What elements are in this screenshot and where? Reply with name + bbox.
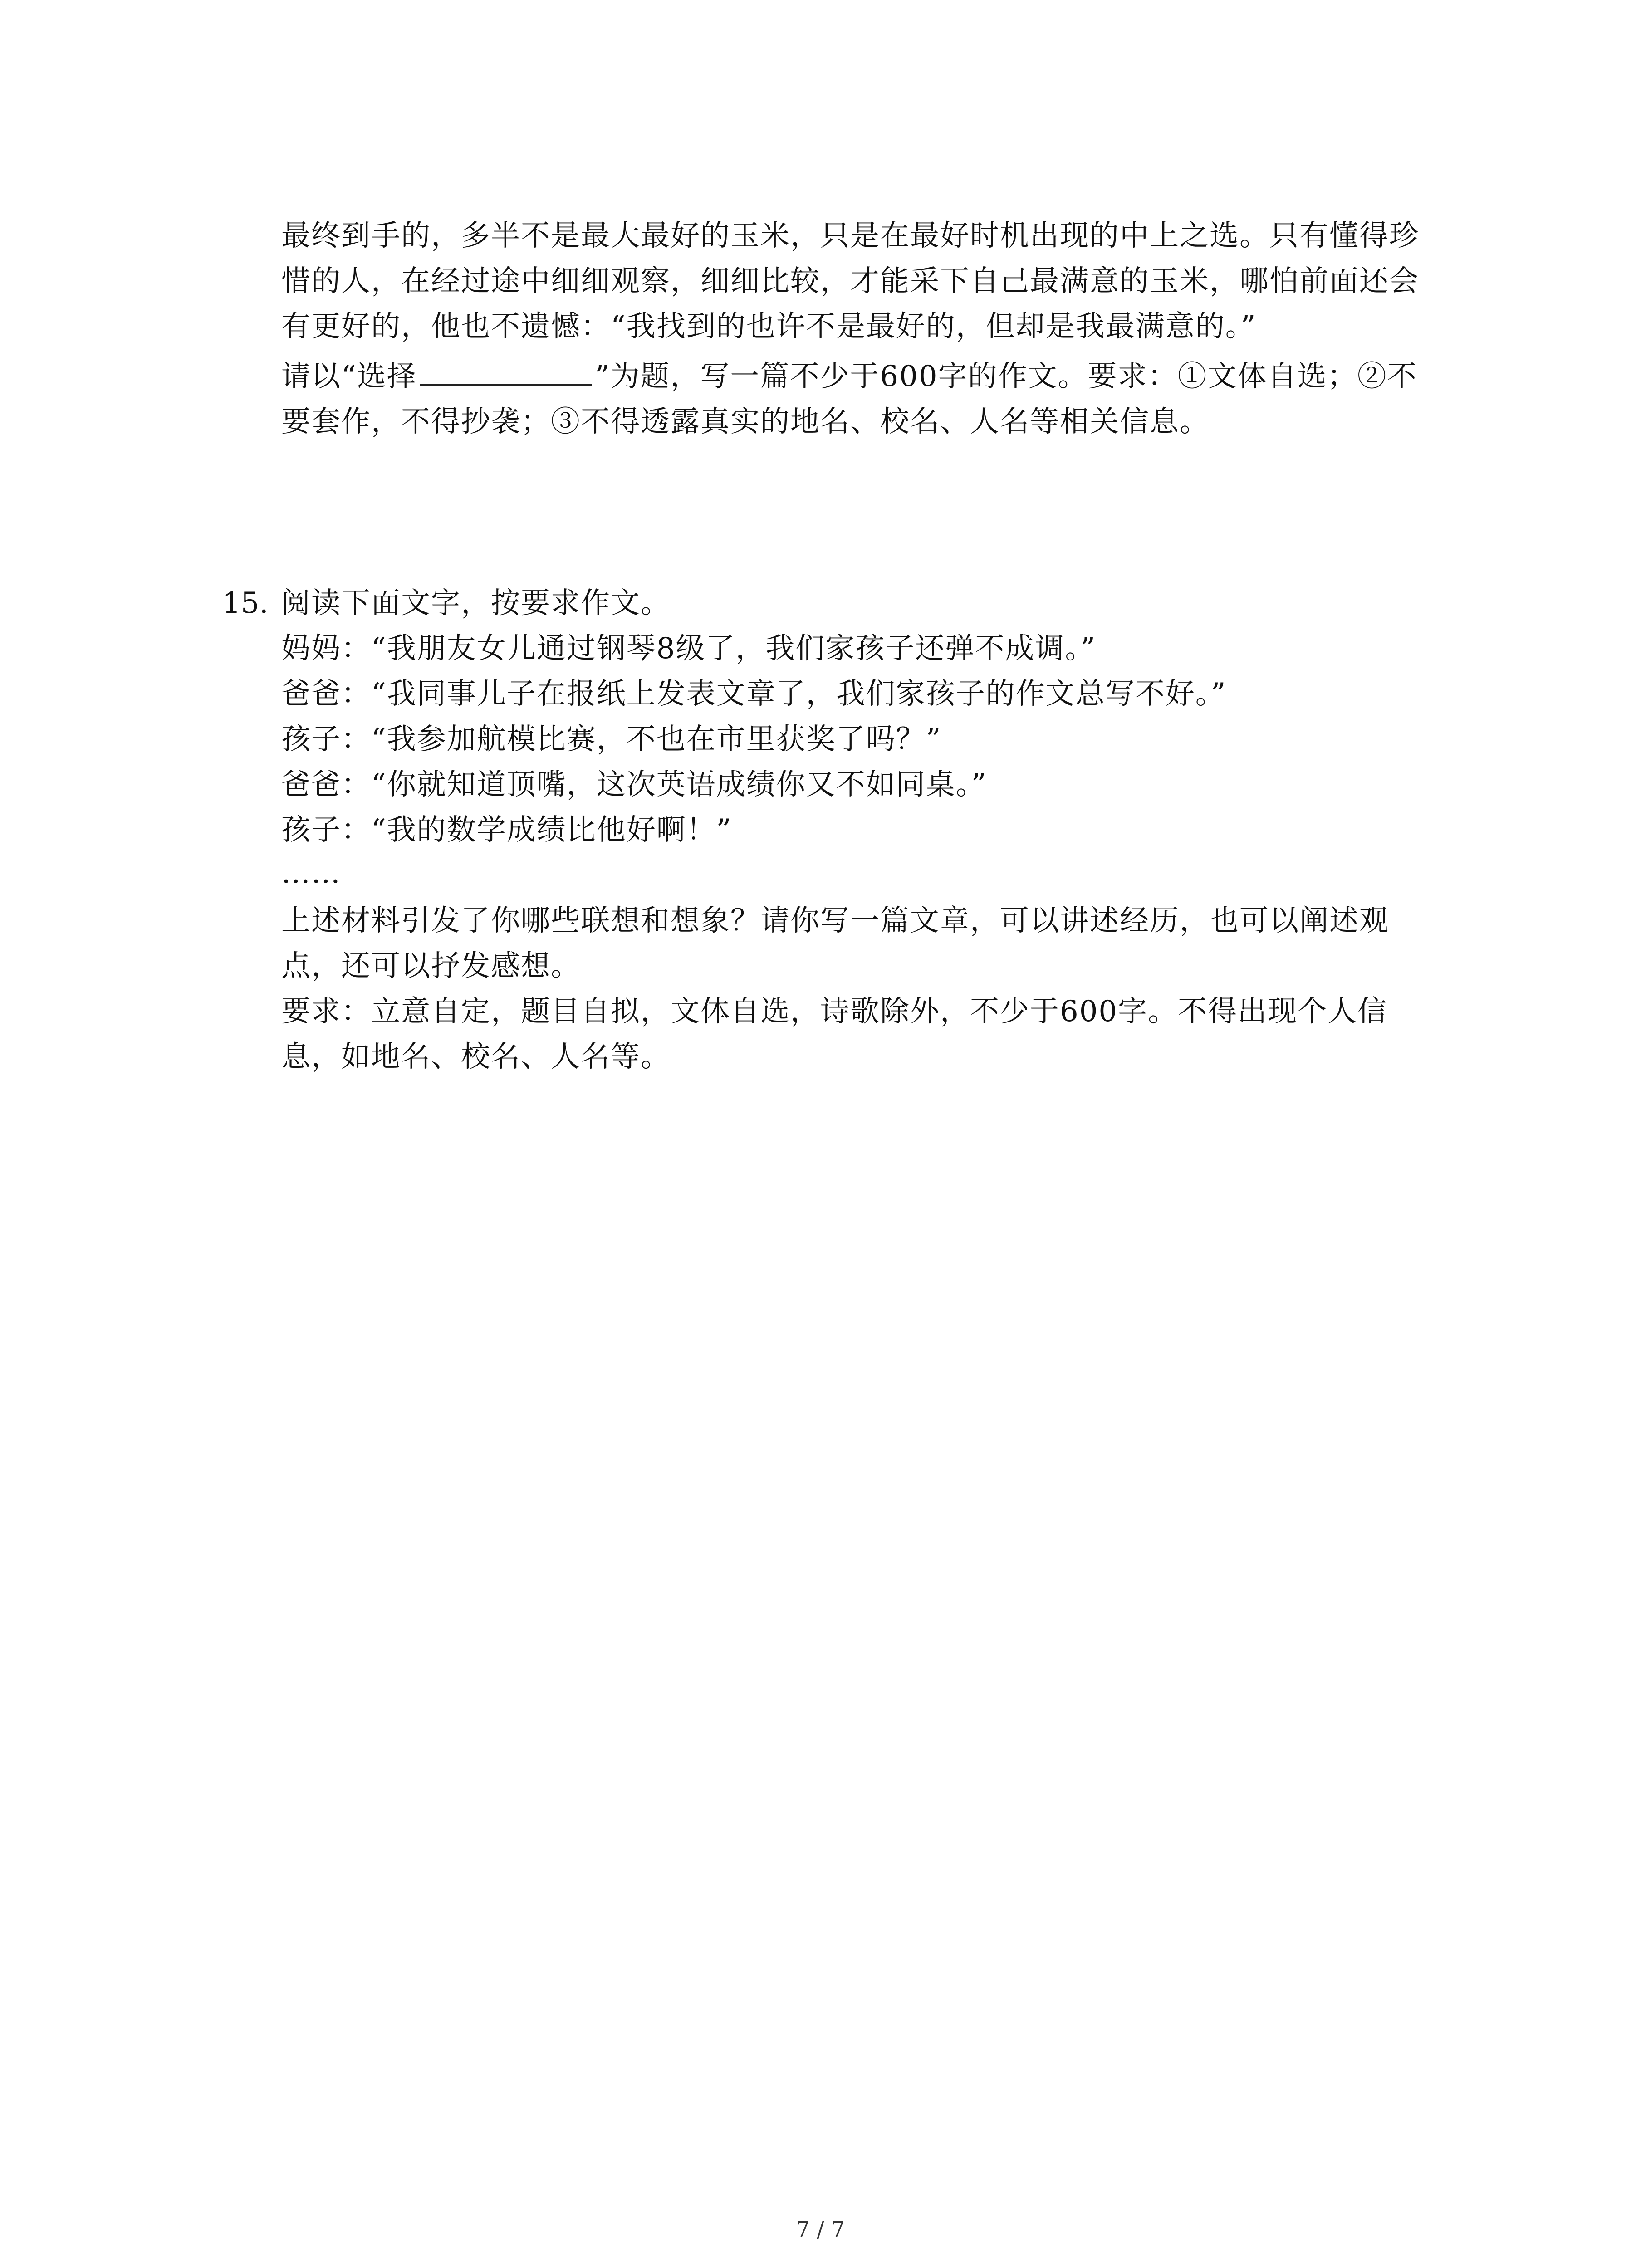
requirement-line-1: 要求：立意自定，题目自拟，文体自选，诗歌除外，不少于600字。不得出现个人信 xyxy=(281,995,1388,1028)
passage-line-3: 有更好的，他也不遗憾：“我找到的也许不是最好的，但却是我最满意的。” xyxy=(281,310,1257,343)
page-number: 7 / 7 xyxy=(796,2217,845,2242)
task-line-1: 上述材料引发了你哪些联想和想象？请你写一篇文章，可以讲述经历，也可以阐述观 xyxy=(281,904,1389,938)
ellipsis: …… xyxy=(281,856,341,890)
task-line-2: 点，还可以抒发感想。 xyxy=(281,949,581,983)
dialogue-line: 爸爸：“你就知道顶嘴，这次英语成绩你又不如同桌。” xyxy=(281,768,987,802)
essay-prompt-line-1 xyxy=(281,358,1417,395)
question-heading: 阅读下面文字，按要求作文。 xyxy=(281,587,671,620)
title-blank xyxy=(420,359,592,386)
dialogue-line: 孩子：“我参加航模比赛，不也在市里获奖了吗？” xyxy=(281,723,942,756)
dialogue-line: 孩子：“我的数学成绩比他好啊！” xyxy=(281,813,732,847)
passage-line-1: 最终到手的，多半不是最大最好的玉米，只是在最好时机出现的中上之选。只有懂得珍 xyxy=(281,219,1419,253)
passage-line-2: 惜的人，在经过途中细细观察，细细比较，才能采下自己最满意的玉米，哪怕前面还会 xyxy=(281,264,1419,298)
requirement-line-2: 息，如地名、校名、人名等。 xyxy=(281,1040,671,1074)
prompt-text-after-blank: ”为题，写一篇不少于600字的作文。要求：①文体自选；②不 xyxy=(594,360,1417,393)
question-number: 15. xyxy=(222,587,269,620)
prompt-text-before-blank: 请以“选择 xyxy=(281,360,417,393)
essay-prompt-line-2: 要套作，不得抄袭；③不得透露真实的地名、校名、人名等相关信息。 xyxy=(281,405,1210,439)
dialogue-line: 妈妈：“我朋友女儿通过钢琴8级了，我们家孩子还弹不成调。” xyxy=(281,632,1097,665)
dialogue-line: 爸爸：“我同事儿子在报纸上发表文章了，我们家孩子的作文总写不好。” xyxy=(281,677,1227,711)
